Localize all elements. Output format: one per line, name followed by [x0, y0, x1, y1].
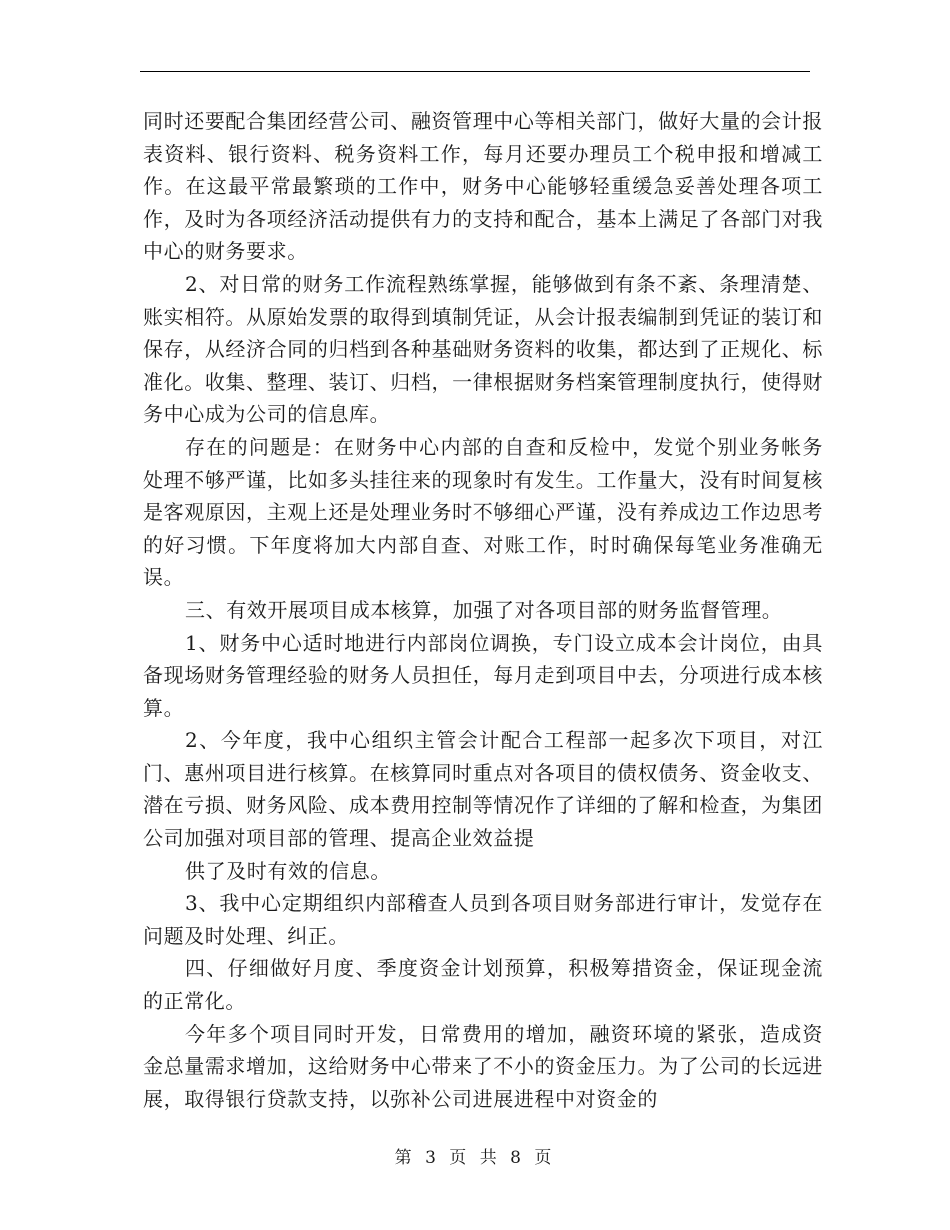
paragraph-6: 2、今年度，我中心组织主管会计配合工程部一起多次下项目，对江门、惠州项目进行核算。在核算同时重点对各项目的债权债务、资金收支、潜在亏损、财务风险、成本费用控制等情况作了详细的了解和检查，为集团公司加强对项目部的管理、提高企业效益提: [143, 728, 823, 851]
paragraph-8: 3、我中心定期组织内部稽查人员到各项目财务部进行审计，发觉存在问题及时处理、纠正。: [143, 891, 823, 948]
paragraph-3: 存在的问题是：在财务中心内部的自查和反检中，发觉个别业务帐务处理不够严谨，比如多头挂往来的现象时有发生。工作量大，没有时间复核是客观原因，主观上还是处理业务时不够细心严谨，没有养成边工作边思考的好习惯。下年度将加大内部自查、对账工作，时时确保每笔业务准确无误。: [143, 434, 823, 590]
body-text: [143, 105, 823, 1115]
paragraph-2: 2、对日常的财务工作流程熟练掌握，能够做到有条不紊、条理清楚、账实相符。从原始发票的取得到填制凭证，从会计报表编制到凭证的装订和保存，从经济合同的归档到各种基础财务资料的收集，都达到了正规化、标准化。收集、整理、装订、归档，一律根据财务档案管理制度执行，使得财务中心成为公司的信息库。: [143, 271, 823, 427]
paragraph-10: 今年多个项目同时开发，日常费用的增加，融资环境的紧张，造成资金总量需求增加，这给财务中心带来了不小的资金压力。为了公司的长远进展，取得银行贷款支持，以弥补公司进展进程中对资金的: [143, 1021, 823, 1111]
header-rule: [140, 71, 810, 72]
section-heading-3: 三、有效开展项目成本核算，加强了对各项目部的财务监督管理。: [185, 597, 783, 622]
paragraph-1: 同时还要配合集团经营公司、融资管理中心等相关部门，做好大量的会计报表资料、银行资料、税务资料工作，每月还要办理员工个税申报和增减工作。在这最平常最繁琐的工作中，财务中心能够轻重缓急妥善处理各项工作，及时为各项经济活动提供有力的支持和配合，基本上满足了各部门对我中心的财务要求。: [143, 109, 823, 264]
paragraph-7: 供了及时有效的信息。: [185, 858, 391, 883]
page-footer: 第 3 页 共 8 页: [394, 1148, 556, 1168]
paragraph-5: 1、财务中心适时地进行内部岗位调换，专门设立成本会计岗位，由具备现场财务管理经验的财务人员担任，每月走到项目中去，分项进行成本核算。: [143, 630, 823, 720]
section-heading-4: 四、仔细做好月度、季度资金计划预算，积极筹措资金，保证现金流的正常化。: [143, 956, 823, 1014]
